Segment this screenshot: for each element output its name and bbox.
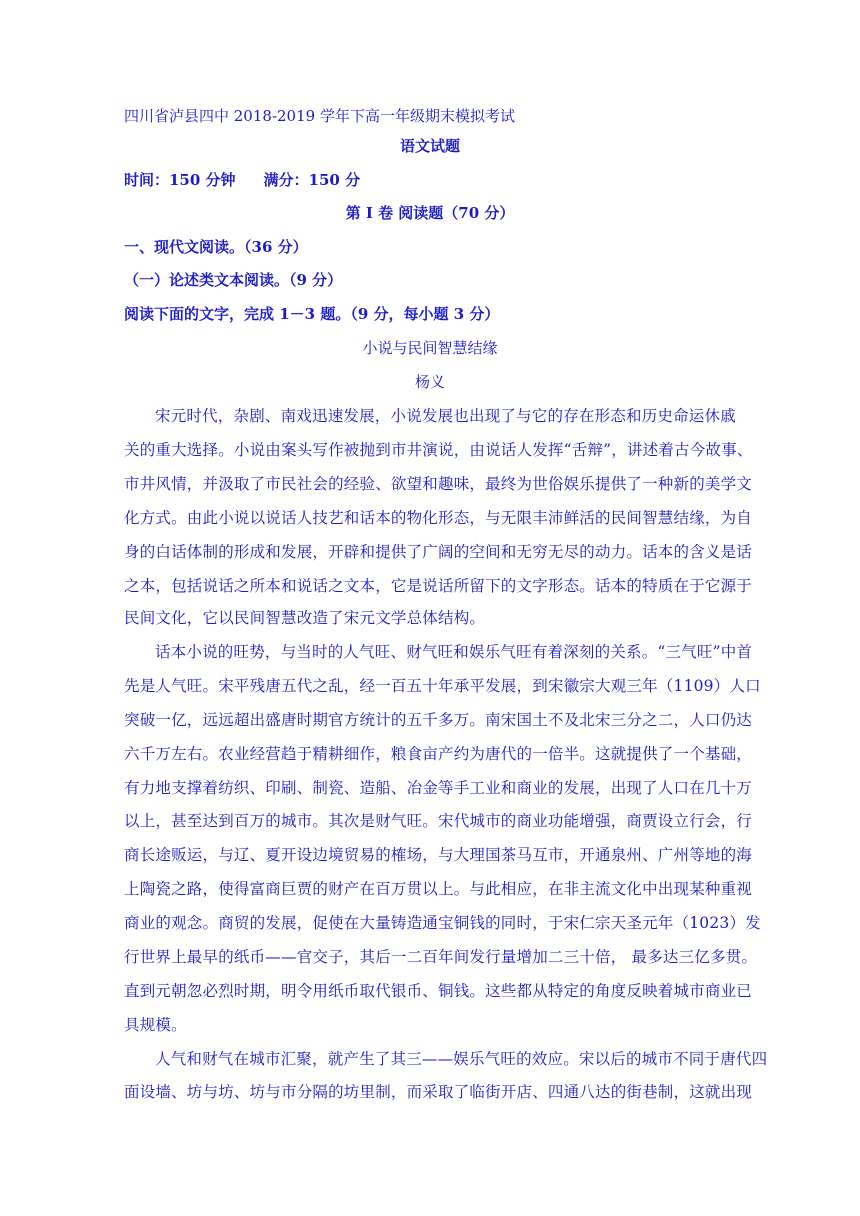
article-line: 商业的观念。商贸的发展，促使在大量铸造通宝铜钱的同时，于宋仁宗天圣元年（1023）发	[124, 914, 761, 932]
subsection-heading: （一）论述类文本阅读。（9 分）	[124, 271, 343, 289]
article-author: 杨义	[414, 373, 445, 391]
article-line: 六千万左右。农业经营趋于精耕细作，粮食亩产约为唐代的一倍半。这就提供了一个基础，	[124, 745, 753, 763]
article-line: 上陶瓷之路，使得富商巨贾的财产在百万贯以上。与此相应，在非主流文化中出现某种重视	[124, 880, 753, 898]
article-line: 具规模。	[124, 1016, 187, 1034]
article-line: 民间文化，它以民间智慧改造了宋元文学总体结构。	[124, 609, 486, 627]
article-line: 以上，甚至达到百万的城市。其次是财气旺。宋代城市的商业功能增强，商贾设立行会，行	[124, 812, 753, 830]
article-line: 关的重大选择。小说由案头写作被抛到市井演说，由说话人发挥“舌辩”，讲述着古今故事、	[124, 441, 753, 459]
part-title: 第 I 卷 阅读题（70 分）	[345, 204, 515, 222]
exam-info	[124, 170, 360, 190]
subject-title: 语文试题	[399, 137, 460, 155]
article-line: 突破一亿，远远超出盛唐时期官方统计的五千多万。南宋国土不及北宋三分之二，人口仍达	[124, 711, 753, 729]
article-line: 人气和财气在城市汇聚，就产生了其三——娱乐气旺的效应。宋以后的城市不同于唐代四	[155, 1050, 768, 1068]
article-line: 宋元时代，杂剧、南戏迅速发展，小说发展也出现了与它的存在形态和历史命运休戚	[155, 407, 736, 425]
section-heading: 一、现代文阅读。（36 分）	[124, 238, 308, 256]
article-line: 之本，包括说话之所本和说话之文本，它是说话所留下的文字形态。话本的特质在于它源于	[124, 577, 753, 595]
article-line: 化方式。由此小说以说话人技艺和话本的物化形态，与无限丰沛鲜活的民间智慧结缘，为自	[124, 509, 753, 527]
article-line: 商长途贩运，与辽、夏开设边境贸易的榷场，与大理国茶马互市，开通泉州、广州等地的海	[124, 846, 753, 864]
article-line: 直到元朝忽必烈时期，明令用纸币取代银币、铜钱。这些都从特定的角度反映着城市商业已	[124, 982, 753, 1000]
article-line: 面设墙、坊与坊、坊与市分隔的坊里制，而采取了临街开店、四通八达的街巷制，这就出现	[124, 1083, 753, 1101]
score-label: 满分：150 分	[263, 171, 361, 189]
article-line: 市井风情，并汲取了市民社会的经验、欲望和趣味，最终为世俗娱乐提供了一种新的美学文	[124, 475, 753, 493]
exam-title: 四川省泸县四中 2018-2019 学年下高一年级期末模拟考试	[124, 107, 515, 125]
article-title: 小说与民间智慧结缘	[362, 339, 498, 357]
article-line: 先是人气旺。宋平残唐五代之乱，经一百五十年承平发展，到宋徽宗大观三年（1109）人口	[124, 677, 761, 695]
time-label: 时间：150 分钟	[124, 171, 236, 189]
article-line: 有力地支撑着纺织、印刷、制瓷、造船、冶金等手工业和商业的发展，出现了人口在几十万	[124, 779, 753, 797]
article-line: 话本小说的旺势，与当时的人气旺、财气旺和娱乐气旺有着深刻的关系。“三气旺”中首	[155, 643, 753, 661]
reading-instruction: 阅读下面的文字，完成 1－3 题。（9 分，每小题 3 分）	[124, 305, 500, 323]
article-line: 行世界上最早的纸币——官交子，其后一二百年间发行量增加二三十倍， 最多达三亿多贯。	[124, 948, 758, 966]
article-line: 身的白话体制的形成和发展，开辟和提供了广阔的空间和无穷无尽的动力。话本的含义是话	[124, 543, 753, 561]
